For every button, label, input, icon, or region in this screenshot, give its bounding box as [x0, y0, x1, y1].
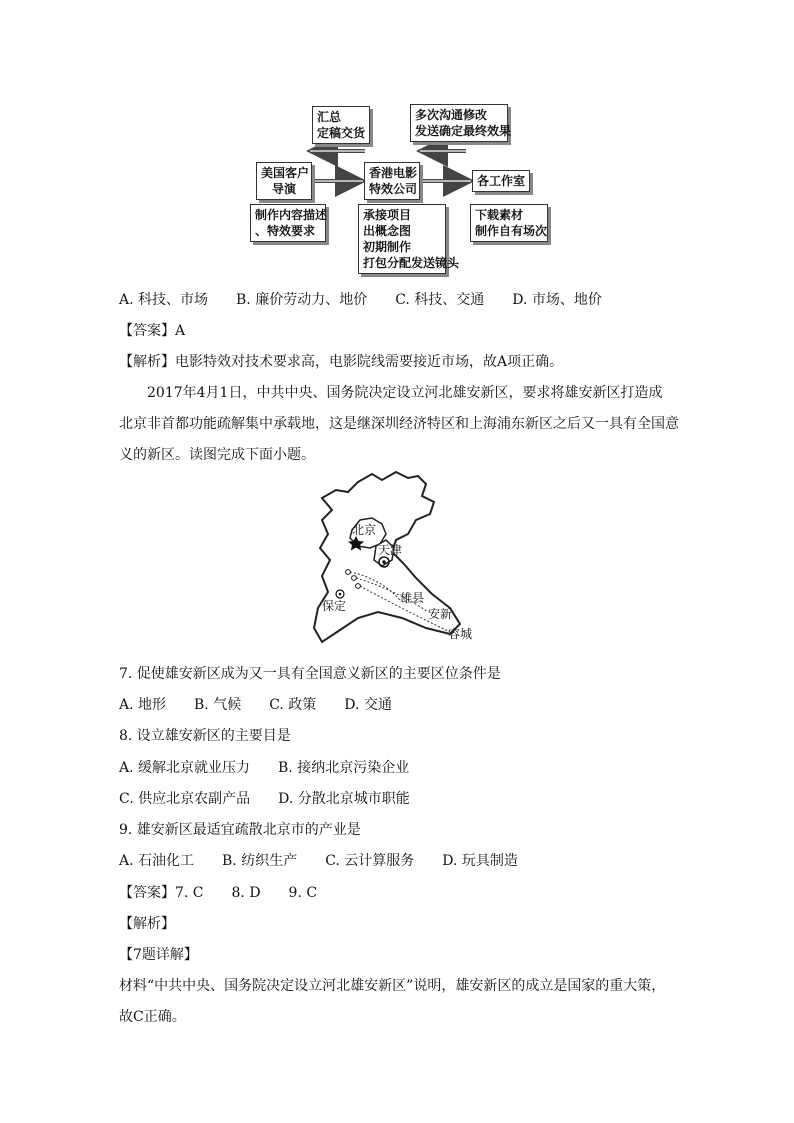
studio-desc-box: 下载素材 制作自有场次 [470, 204, 548, 242]
answer-1: 【答案】A [119, 323, 186, 339]
summary-box: 汇总 定稿交货 [312, 106, 370, 144]
hk-box: 香港电影 特效公司 [364, 162, 420, 200]
label-beijing: 北京 [352, 523, 377, 537]
intro-line-2: 北京非首都功能疏解集中承载地，这是继深圳经济特区和上海浦东新区之后又一具有全国意 [119, 416, 679, 432]
detail-7-heading: 【7题详解】 [119, 947, 198, 963]
flow-diagram [250, 100, 550, 280]
detail-7-line-1: 材料“中共中央、国务院决定设立河北雄安新区”说明，雄安新区的成立是国家的重大策， [119, 978, 666, 994]
client-desc-box: 制作内容描述 、特效要求 [250, 204, 326, 242]
question-8-options-2: C. 供应北京农副产品 D. 分散北京城市职能 [119, 791, 410, 807]
question-9: 9. 雄安新区最适宜疏散北京市的产业是 [119, 822, 361, 838]
client-box: 美国客户 导演 [256, 162, 312, 200]
analysis-1: 【解析】电影特效对技术要求高，电影院线需要接近市场，故A项正确。 [119, 354, 564, 370]
map-svg [300, 468, 500, 650]
feedback-box: 多次沟通修改 发送确定最终效果 [410, 104, 508, 142]
question-8-options-1: A. 缓解北京就业压力 B. 接纳北京污染企业 [119, 760, 410, 776]
label-rongcheng: 容城 [448, 627, 473, 641]
analysis-2: 【解析】 [119, 916, 175, 932]
question-7-options: A. 地形 B. 气候 C. 政策 D. 交通 [119, 697, 392, 713]
label-xiongxian: 雄县 [400, 591, 425, 605]
xiongan-map [300, 468, 500, 650]
hk-desc-box: 承接项目 出概念图 初期制作 打包分配发送镜头 [358, 204, 446, 274]
label-tianjin: 天津 [378, 543, 403, 557]
question-9-options: A. 石油化工 B. 纺织生产 C. 云计算服务 D. 玩具制造 [119, 853, 518, 869]
question-options-a: A. 科技、市场 B. 廉价劳动力、地价 C. 科技、交通 D. 市场、地价 [119, 292, 602, 308]
question-8: 8. 设立雄安新区的主要目是 [119, 728, 291, 744]
studio-box: 各工作室 [472, 170, 530, 192]
label-anxin: 安新 [428, 607, 453, 621]
intro-line-1: 2017年4月1日，中共中央、国务院决定设立河北雄安新区，要求将雄安新区打造成 [147, 385, 663, 401]
question-7: 7. 促使雄安新区成为又一具有全国意义新区的主要区位条件是 [119, 666, 501, 682]
detail-7-line-2: 故C正确。 [119, 1009, 186, 1025]
intro-line-3: 义的新区。读图完成下面小题。 [119, 447, 315, 463]
label-baoding: 保定 [322, 599, 347, 613]
answer-2: 【答案】7. C 8. D 9. C [119, 885, 318, 901]
